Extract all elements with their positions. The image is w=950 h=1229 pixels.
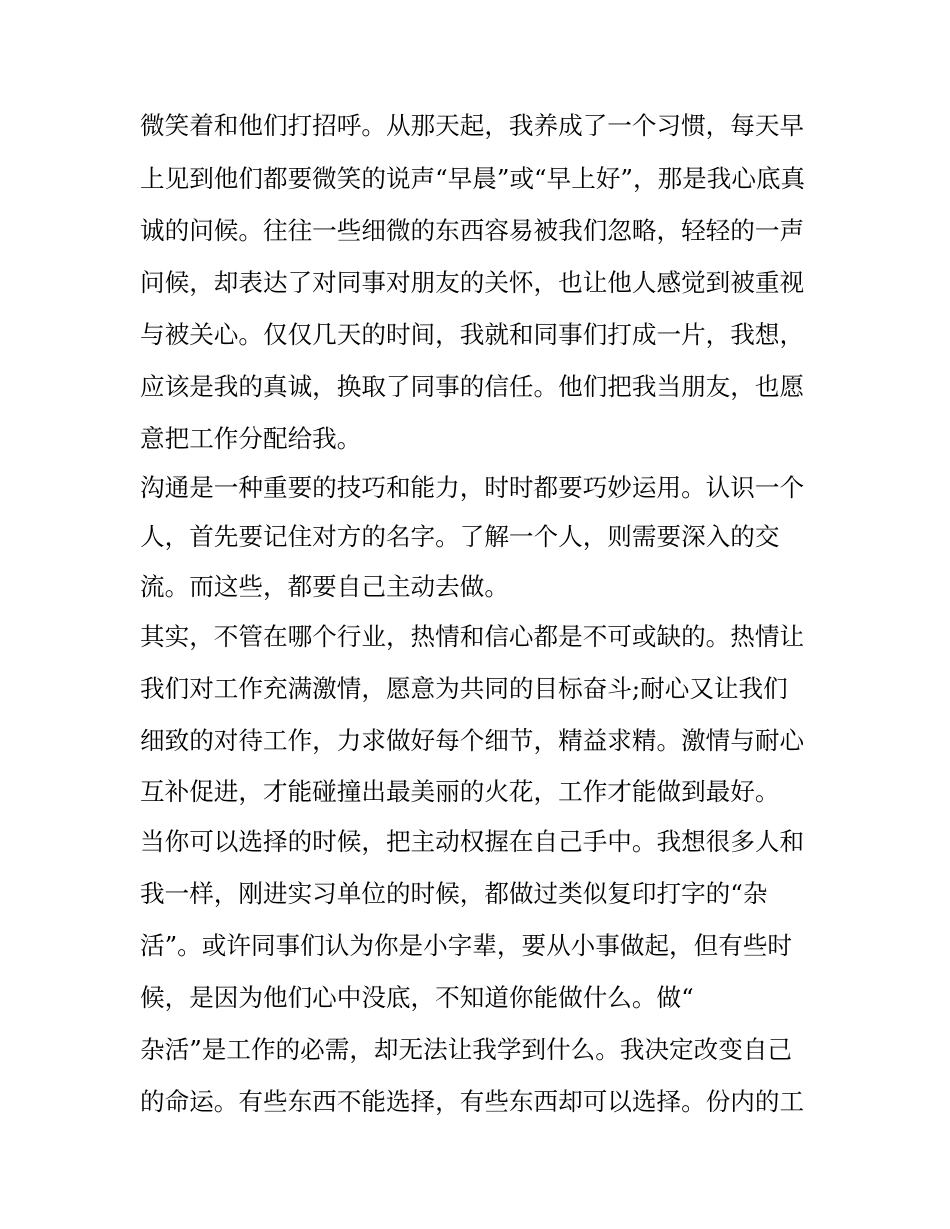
text-line: 应该是我的真诚，换取了同事的信任。他们把我当朋友，也愿 bbox=[140, 372, 805, 401]
text-line: 杂活”是工作的必需，却无法让我学到什么。我决定改变自己 bbox=[140, 1035, 793, 1064]
text-line: 的命运。有些东西不能选择，有些东西却可以选择。份内的工 bbox=[140, 1087, 805, 1116]
text-line: 沟通是一种重要的技巧和能力，时时都要巧妙运用。认识一个 bbox=[140, 473, 805, 502]
text-line: 候，是因为他们心中没底，不知道你能做什么。做“ bbox=[140, 983, 694, 1012]
text-line: 流。而这些，都要自己主动去做。 bbox=[140, 572, 509, 601]
text-line: 当你可以选择的时候，把主动权握在自己手中。我想很多人和 bbox=[140, 827, 805, 856]
text-line: 诚的问候。往往一些细微的东西容易被我们忽略，轻轻的一声 bbox=[140, 216, 805, 245]
text-line: 问候，却表达了对同事对朋友的关怀，也让他人感觉到被重视 bbox=[140, 268, 805, 297]
text-line: 活”。或许同事们认为你是小字辈，要从小事做起，但有些时 bbox=[140, 931, 793, 960]
text-line: 我一样，刚进实习单位的时候，都做过类似复印打字的“杂 bbox=[140, 879, 768, 908]
text-line: 上见到他们都要微笑的说声“早晨”或“早上好”，那是我心底真 bbox=[140, 164, 806, 193]
text-line: 与被关心。仅仅几天的时间，我就和同事们打成一片，我想， bbox=[140, 320, 805, 349]
text-line: 微笑着和他们打招呼。从那天起，我养成了一个习惯，每天早 bbox=[140, 111, 805, 140]
text-line: 互补促进，才能碰撞出最美丽的火花，工作才能做到最好。 bbox=[140, 777, 780, 806]
text-line: 人，首先要记住对方的名字。了解一个人，则需要深入的交 bbox=[140, 522, 780, 551]
text-line: 其实，不管在哪个行业，热情和信心都是不可或缺的。热情让 bbox=[140, 622, 805, 651]
text-line: 细致的对待工作，力求做好每个细节，精益求精。激情与耐心 bbox=[140, 726, 805, 755]
text-line: 我们对工作充满激情，愿意为共同的目标奋斗;耐心又让我们 bbox=[140, 674, 788, 703]
text-line: 意把工作分配给我。 bbox=[140, 424, 362, 453]
